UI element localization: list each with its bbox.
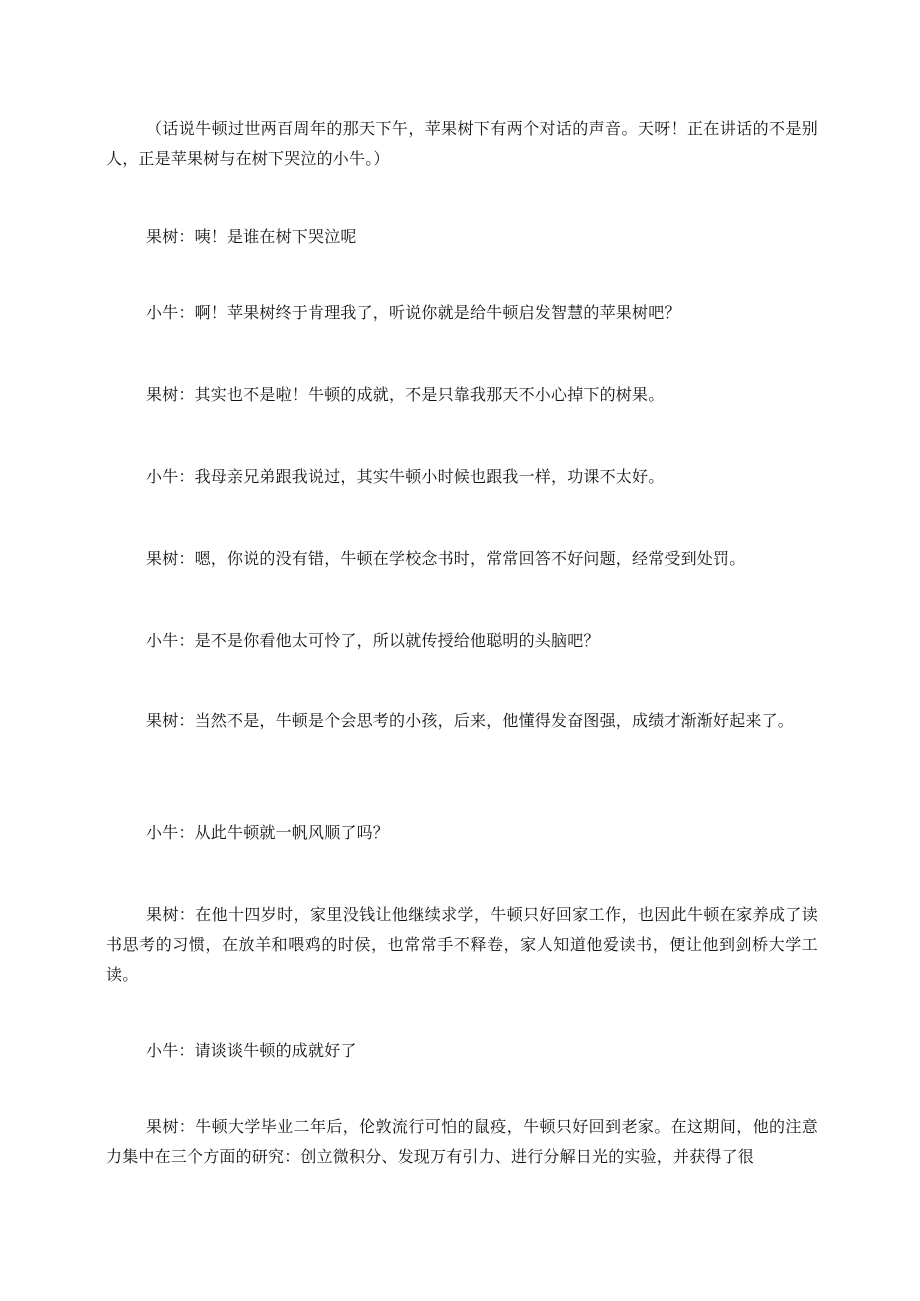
paragraph-dialogue: 果树：咦！是谁在树下哭泣呢: [146, 227, 357, 246]
paragraph-dialogue: 小牛：请谈谈牛顿的成就好了: [146, 1041, 357, 1060]
paragraph-dialogue: 果树：嗯，你说的没有错，牛顿在学校念书时，常常回答不好问题，经常受到处罚。: [146, 549, 746, 568]
paragraph-dialogue: 小牛：我母亲兄弟跟我说过，其实牛顿小时候也跟我一样，功课不太好。: [146, 467, 665, 486]
paragraph-dialogue: 果树：在他十四岁时，家里没钱让他继续求学，牛顿只好回家工作，也因此牛顿在家养成了读书思考的习惯，在放羊和喂鸡的时侯，也常常手不释卷，家人知道他爱读书，便让他到剑桥大学工读。: [106, 905, 818, 984]
paragraph-dialogue: 小牛：啊！苹果树终于肯理我了，听说你就是给牛顿启发智慧的苹果树吧？: [146, 303, 681, 322]
paragraph-dialogue: 果树：牛顿大学毕业二年后，伦敦流行可怕的鼠疫，牛顿只好回到老家。在这期间，他的注意力集中在三个方面的研究：创立微积分、发现万有引力、进行分解日光的实验，并获得了很: [106, 1117, 818, 1166]
paragraph-intro: （话说牛顿过世两百周年的那天下午，苹果树下有两个对话的声音。天呀！正在讲话的不是别人，正是苹果树与在树下哭泣的小牛。）: [106, 119, 818, 168]
paragraph-dialogue: 小牛：从此牛顿就一帆风顺了吗？: [146, 823, 390, 842]
paragraph-dialogue: 小牛：是不是你看他太可怜了，所以就传授给他聪明的头脑吧？: [146, 631, 600, 650]
paragraph-dialogue: 果树：当然不是，牛顿是个会思考的小孩，后来，他懂得发奋图强，成绩才渐渐好起来了。: [146, 711, 795, 730]
paragraph-dialogue: 果树：其实也不是啦！牛顿的成就，不是只靠我那天不小心掉下的树果。: [146, 385, 665, 404]
